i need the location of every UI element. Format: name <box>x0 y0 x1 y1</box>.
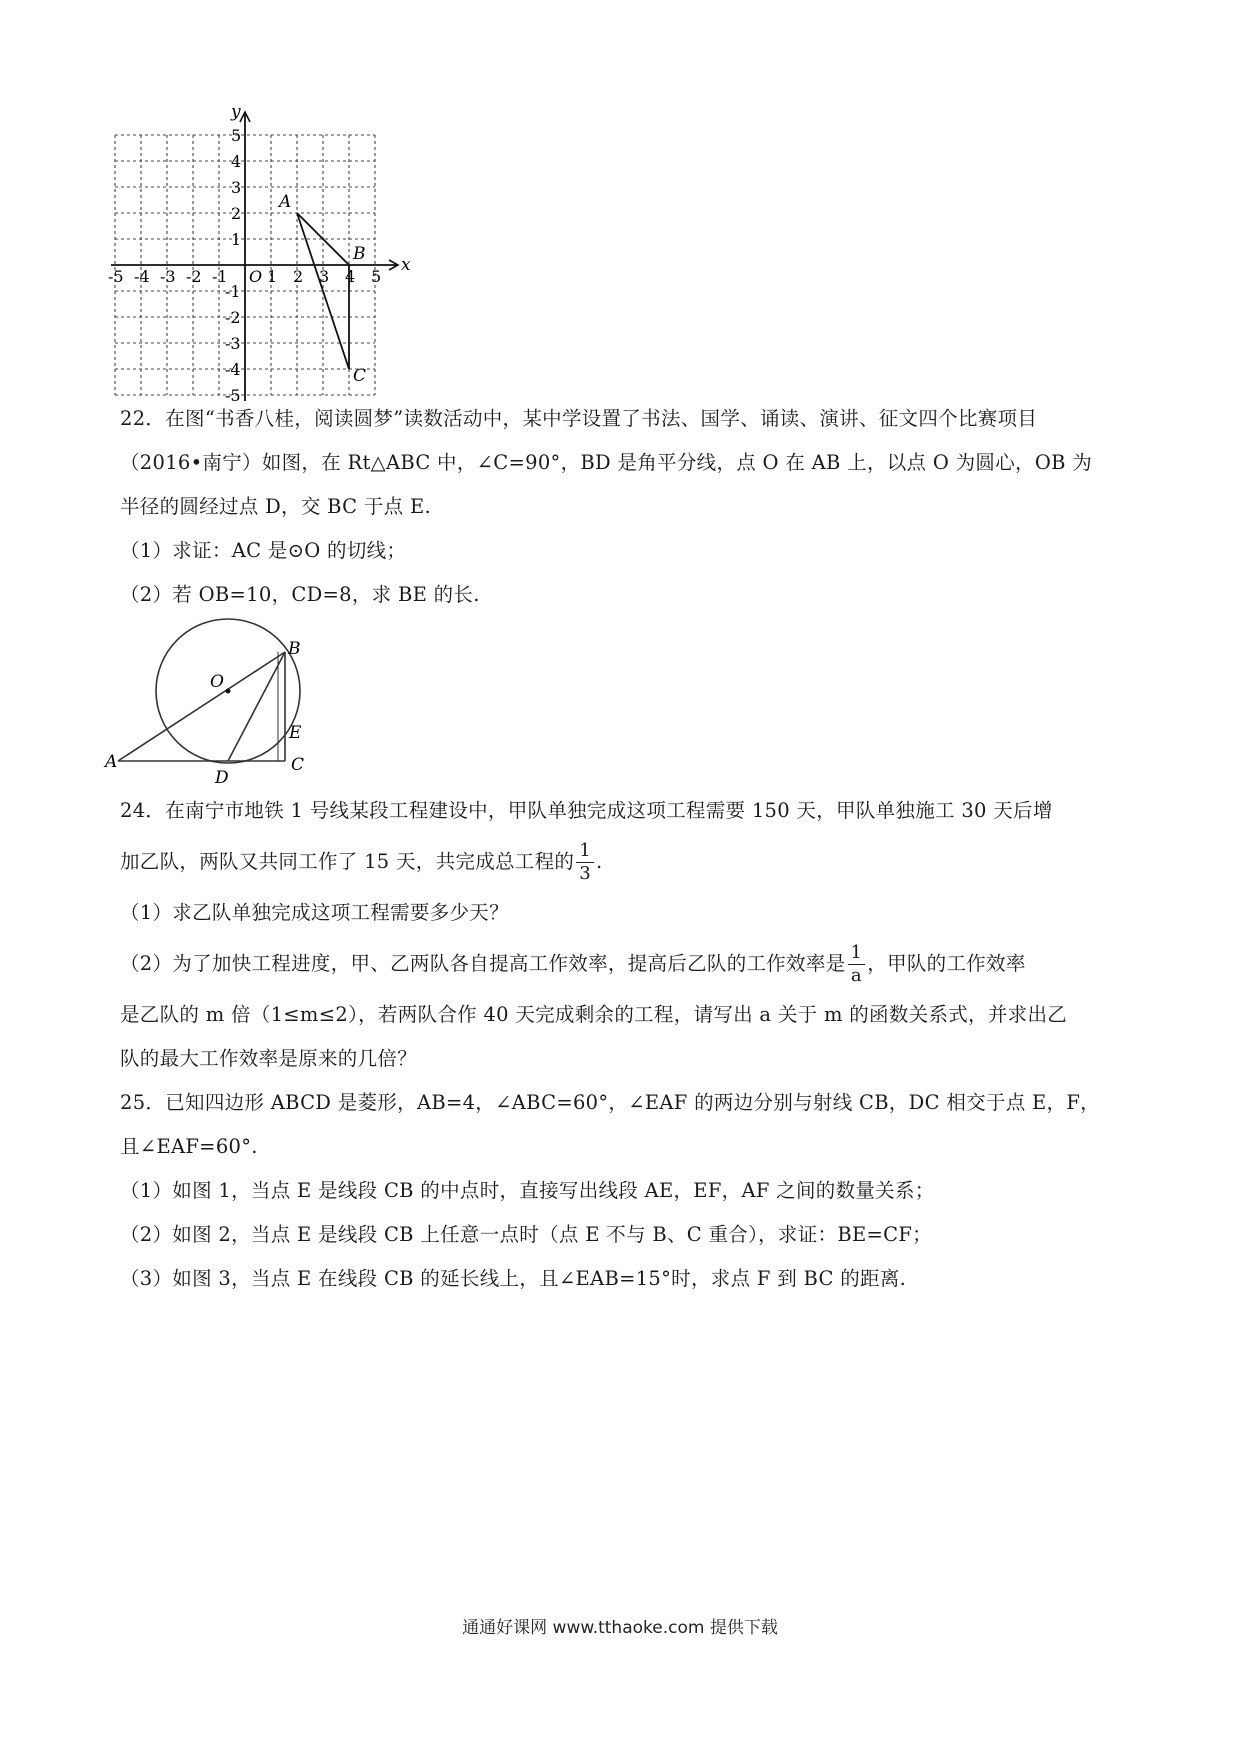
q22-part1: （1）求证：AC 是⊙O 的切线； <box>120 539 407 562</box>
q25-part2: （2）如图 2，当点 E 是线段 CB 上任意一点时（点 E 不与 B、C 重合），求证：BE=CF； <box>120 1223 932 1246</box>
circle-triangle-figure <box>105 630 345 790</box>
label-o: O <box>210 672 224 692</box>
point-label-c: C <box>353 366 367 386</box>
y-tick-label: -4 <box>225 360 241 379</box>
q24-line2-text: 加乙队，两队又共同工作了 15 天，共完成总工程的 <box>120 850 575 873</box>
q24-line2: 加乙队，两队又共同工作了 15 天，共完成总工程的 $\frac{1}{3}$ . <box>120 840 603 884</box>
segment-ab <box>118 652 285 761</box>
label-a: A <box>105 752 118 772</box>
q22-line2: （2016•南宁）如图，在 Rt△ABC 中，∠C=90°，BD 是角平分线，点 O 在 AB 上，以点 O 为圆心，OB 为 <box>120 451 1093 474</box>
y-tick-label: -3 <box>225 334 241 353</box>
q24-part1: （1）求乙队单独完成这项工程需要多少天？ <box>120 901 509 924</box>
y-axis-label: y <box>231 102 241 122</box>
point-label-a: A <box>279 192 292 212</box>
coordinate-grid-figure <box>108 102 430 435</box>
x-tick-label: 5 <box>371 267 382 286</box>
q24-line1: 24．在南宁市地铁 1 号线某段工程建设中，甲队单独完成这项工程需要 150 天，甲队单独施工 30 天后增 <box>120 799 1053 822</box>
q24-part2-line3: 队的最大工作效率是原来的几倍？ <box>120 1047 418 1070</box>
center-point-o <box>226 689 231 694</box>
x-tick-label: 1 <box>267 267 278 286</box>
q24-part2: （2）为了加快工程进度，甲、乙两队各自提高工作效率，提高后乙队的工作效率是 $\frac{1}{a}$ ，甲队的工作效率 <box>120 942 1026 986</box>
y-tick-label: 4 <box>231 152 242 171</box>
x-tick-label: -5 <box>108 267 124 286</box>
x-tick-label: 3 <box>319 267 330 286</box>
y-tick-label: -2 <box>225 308 241 327</box>
footer-download-note: 通通好课网 www.tthaoke.com 提供下载 <box>462 1618 778 1638</box>
q25-part3: （3）如图 3，当点 E 在线段 CB 的延长线上，且∠EAB=15°时，求点 F 到 BC 的距离. <box>120 1267 907 1290</box>
y-tick-label: 1 <box>231 230 242 249</box>
x-tick-label: -3 <box>160 267 176 286</box>
q25-line2: 且∠EAF=60°. <box>120 1135 258 1158</box>
q25-line1: 25．已知四边形 ABCD 是菱形，AB=4，∠ABC=60°，∠EAF 的两边分别与射线 CB，DC 相交于点 E，F， <box>120 1091 1100 1114</box>
q24-part2-line2: 是乙队的 m 倍（1≤m≤2），若两队合作 40 天完成剩余的工程，请写出 a 关于 m 的函数关系式，并求出乙 <box>120 1003 1068 1026</box>
x-axis-label: x <box>401 255 411 275</box>
x-tick-label: 4 <box>345 267 356 286</box>
label-e: E <box>289 723 302 743</box>
triangle-abc <box>277 192 366 386</box>
origin-label: O <box>249 267 263 286</box>
y-tick-label: 2 <box>231 204 242 223</box>
x-tick-label: -1 <box>212 267 228 286</box>
x-tick-label: -4 <box>134 267 150 286</box>
q22-line1: 22．在图“书香八桂，阅读圆梦”读数活动中，某中学设置了书法、国学、诵读、演讲、征文四个比赛项目 <box>120 407 1038 430</box>
label-d: D <box>215 768 229 788</box>
x-tick-label: -2 <box>186 267 202 286</box>
q22-part2: （2）若 OB=10，CD=8，求 BE 的长. <box>120 583 480 606</box>
label-c: C <box>291 755 305 775</box>
fraction-one-over-a: $\frac{1}{a}$ <box>848 942 866 987</box>
q25-part1: （1）如图 1，当点 E 是线段 CB 的中点时，直接写出线段 AE，EF，AF 之间的数量关系； <box>120 1179 935 1202</box>
y-tick-label: -1 <box>225 282 241 301</box>
point-label-b: B <box>353 244 366 264</box>
q22-line3: 半径的圆经过点 D，交 BC 于点 E. <box>120 495 431 518</box>
y-tick-label: 3 <box>231 178 242 197</box>
y-tick-label: -5 <box>225 386 241 405</box>
fraction-one-third: $\frac{1}{3}$ <box>576 840 594 885</box>
y-tick-label: 5 <box>231 126 242 145</box>
x-tick-label: 2 <box>293 267 304 286</box>
axes <box>111 102 411 401</box>
label-b: B <box>288 639 301 659</box>
